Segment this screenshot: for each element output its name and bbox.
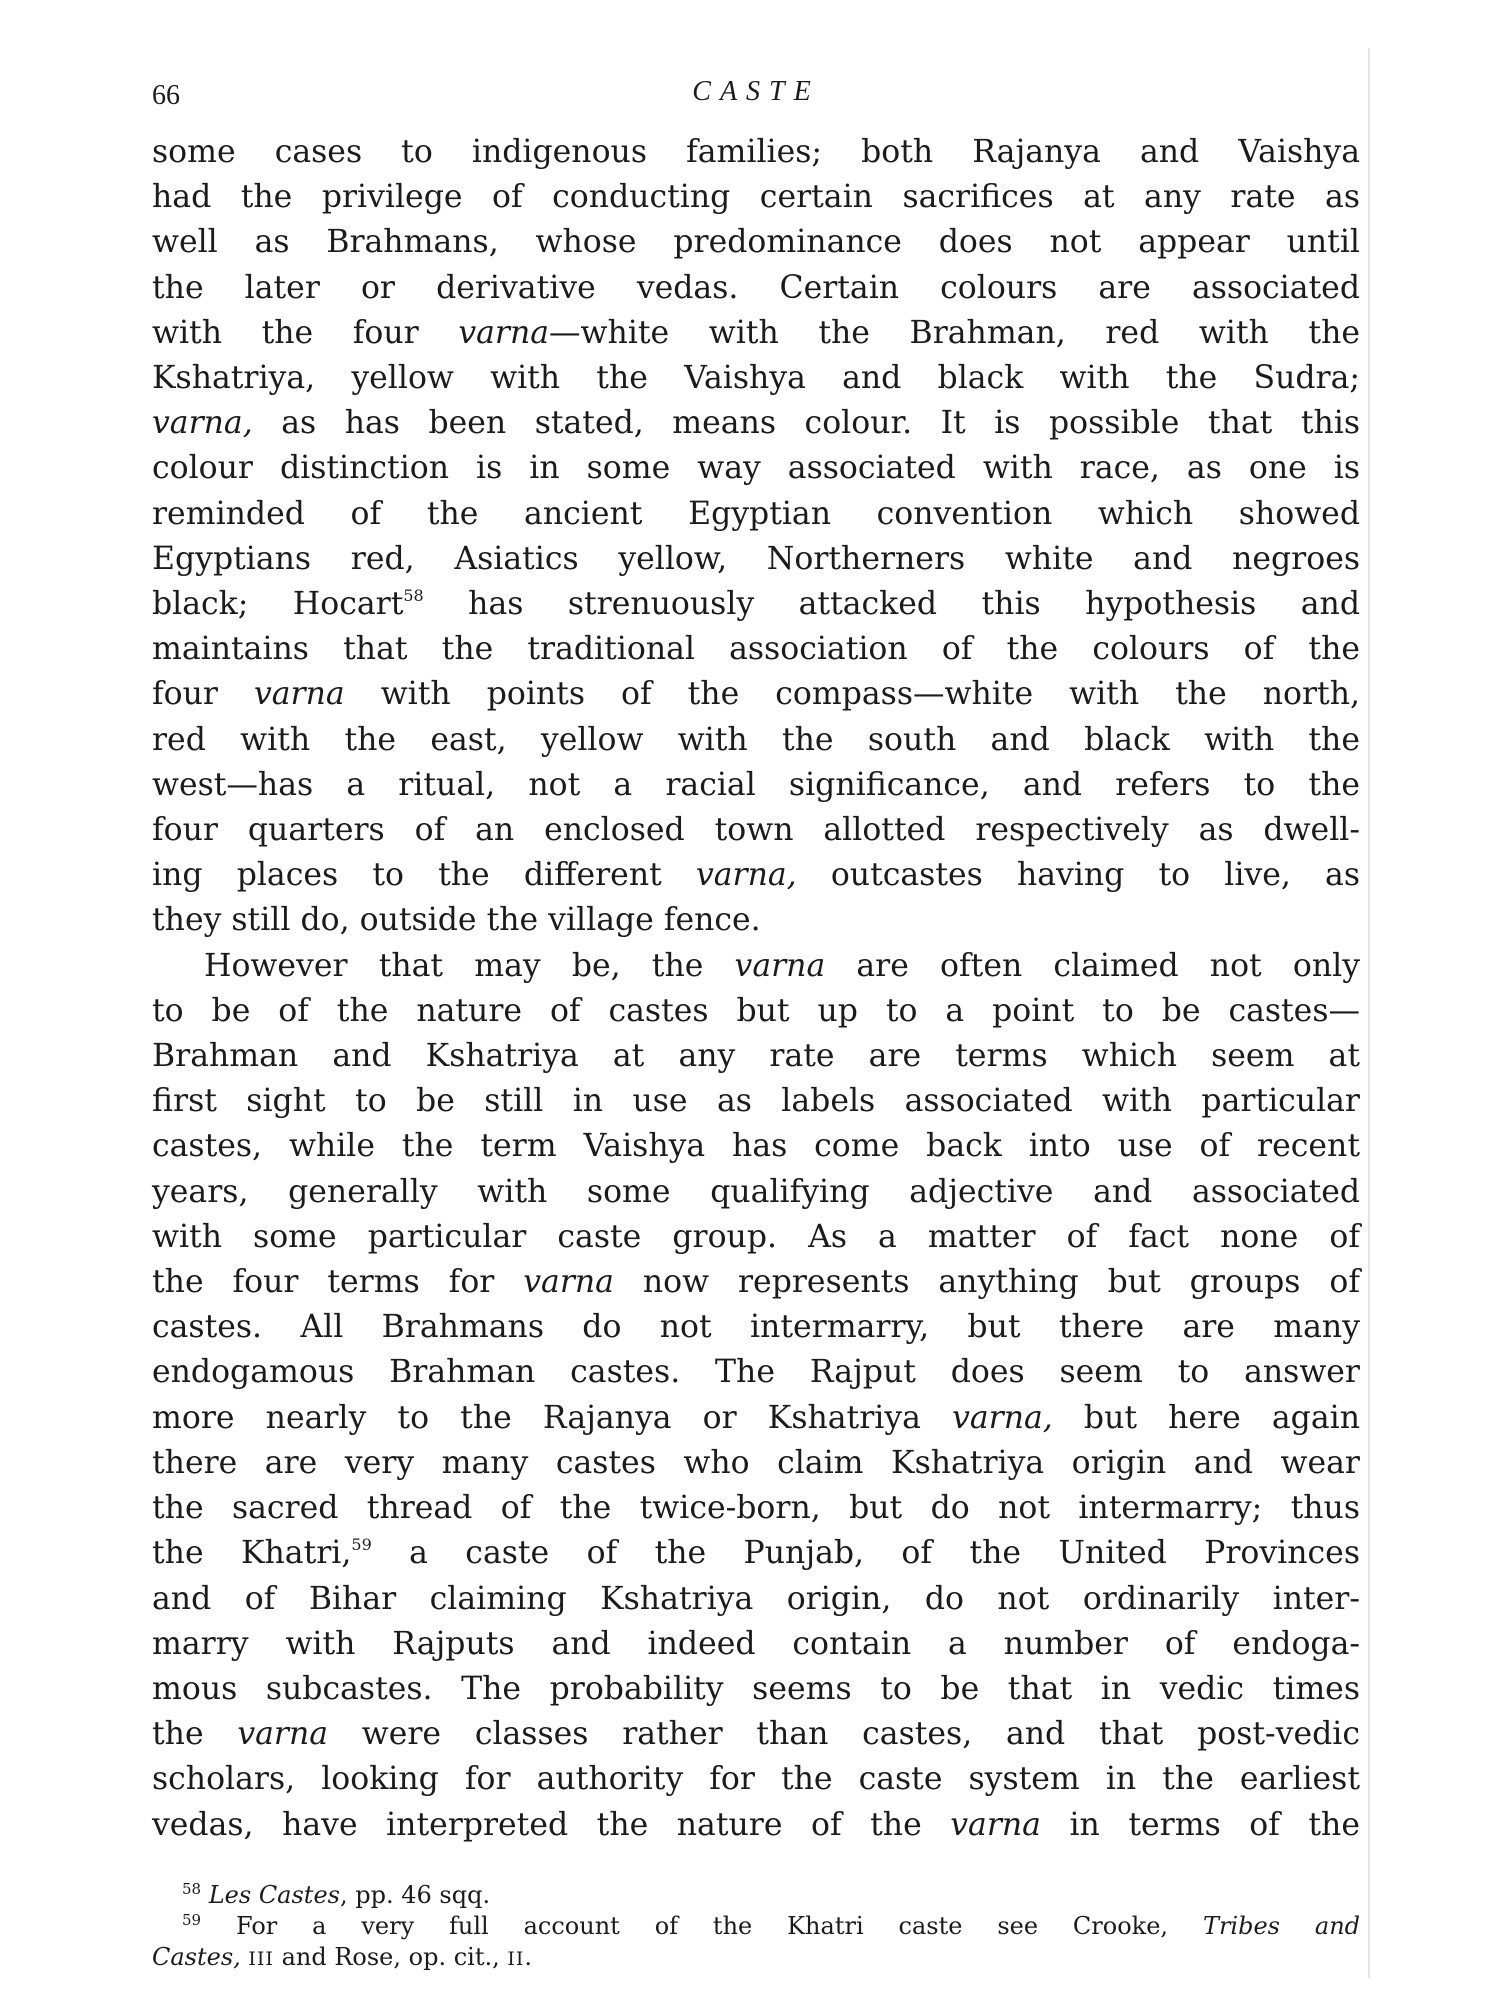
italic-term: varna, (952, 1399, 1053, 1436)
footnote-58 (152, 1880, 1360, 1911)
text-line: some cases to indigenous families; both Rajanya and Vaishya (152, 134, 1360, 170)
text-run: four (152, 676, 254, 713)
italic-term: varna (237, 1716, 329, 1753)
text-line (152, 1396, 1360, 1441)
text-run: black; Hocart (152, 586, 404, 623)
text-line (152, 1803, 1360, 1848)
italic-term: varna (253, 676, 345, 713)
text-line: Kshatriya, yellow with the Vaishya and black with the Sudra; (152, 360, 1360, 397)
text-line (152, 311, 1360, 356)
text-line: four quarters of an enclosed town allotted respectively as dwell- (152, 812, 1360, 849)
text-line: well as Brahmans, whose predominance does not appear until (152, 224, 1360, 261)
footnote-text: and Rose, op. cit., (273, 1943, 508, 1971)
text-run: the Khatri, (152, 1535, 352, 1572)
text-run: in terms of the (1040, 1806, 1360, 1843)
footnote-59 (152, 1911, 1360, 1942)
text-run: —white with the Brahman, red with the (549, 314, 1360, 351)
italic-term: varna (950, 1806, 1041, 1843)
footnote-text: For a very full account of the Khatri caste see Crooke, (201, 1912, 1203, 1940)
text-line (152, 944, 1360, 989)
text-line (152, 1712, 1360, 1757)
text-line (152, 1260, 1360, 1305)
text-line: scholars, looking for authority for the caste system in the earliest (152, 1761, 1360, 1798)
text-run: with points of the compass—white with the north, (344, 676, 1360, 713)
footnote-text: , pp. 46 sqq. (339, 1881, 491, 1909)
text-line: castes, while the term Vaishya has come back into use of recent (152, 1128, 1360, 1165)
text-run: but here again (1052, 1399, 1360, 1436)
text-line: endogamous Brahman castes. The Rajput does seem to answer (152, 1354, 1360, 1391)
text-line: had the privilege of conducting certain sacrifices at any rate as (152, 179, 1360, 216)
footnote-marker: 59 (182, 1911, 202, 1929)
text-line: they still do, outside the village fence. (152, 902, 761, 939)
text-line: west—has a ritual, not a racial significance, and refers to the (152, 766, 1360, 803)
text-run: were classes rather than castes, and that post-vedic (328, 1716, 1360, 1753)
text-line (152, 582, 1360, 627)
text-line: and of Bihar claiming Kshatriya origin, do not ordinarily inter- (152, 1580, 1360, 1617)
text-run: has strenuously attacked this hypothesis and (423, 586, 1360, 623)
text-run: now represents anything but groups of (613, 1264, 1360, 1301)
volume-numeral: III (248, 1948, 274, 1970)
text-run: as has been stated, means colour. It is possible that this (252, 405, 1360, 442)
italic-term: varna, (695, 857, 797, 894)
text-line: reminded of the ancient Egyptian convention which showed (152, 495, 1360, 532)
text-line: first sight to be still in use as labels associated with particular (152, 1083, 1360, 1120)
text-run: However that may be, the (204, 947, 735, 984)
page-number: 66 (152, 80, 180, 111)
page-edge-shadow (1368, 48, 1370, 1978)
italic-term: varna, (152, 405, 253, 442)
text-line: the sacred thread of the twice-born, but do not intermarry; thus (152, 1490, 1360, 1527)
italic-term: varna (458, 314, 550, 351)
footnote-title: Castes, (152, 1943, 241, 1971)
footnote-reference: 59 (351, 1535, 372, 1555)
text-run: are often claimed not only (825, 947, 1360, 984)
text-line: castes. All Brahmans do not intermarry, but there are many (152, 1309, 1360, 1346)
footnote-text: . (524, 1943, 533, 1971)
footnote-title: Les Castes (208, 1881, 340, 1909)
footnote-reference: 58 (403, 586, 424, 606)
page-header (152, 76, 1360, 116)
text-run: outcastes having to live, as (796, 857, 1360, 894)
running-title: CASTE (692, 76, 820, 107)
footnotes (152, 1880, 1360, 1975)
text-run: more nearly to the Rajanya or Kshatriya (152, 1399, 953, 1436)
italic-term: varna (734, 947, 826, 984)
italic-term: varna (523, 1264, 614, 1301)
text-run: a caste of the Punjab, of the United Provinces (371, 1535, 1360, 1572)
volume-numeral: II (507, 1948, 525, 1970)
text-run: vedas, have interpreted the nature of the (152, 1806, 951, 1843)
text-line: red with the east, yellow with the south and black with the (152, 721, 1360, 758)
body-text (152, 130, 1360, 1848)
footnote-title: Tribes and (1202, 1912, 1361, 1940)
text-run: with the four (152, 314, 459, 351)
text-run: ing places to the different (152, 857, 696, 894)
text-line: the later or derivative vedas. Certain colours are associated (152, 269, 1360, 306)
text-line: maintains that the traditional association of the colours of the (152, 631, 1360, 668)
text-line (152, 672, 1360, 717)
text-line: mous subcastes. The probability seems to be that in vedic times (152, 1670, 1360, 1707)
text-line (152, 401, 1360, 446)
text-run: the four terms for (152, 1264, 524, 1301)
text-line: to be of the nature of castes but up to a point to be castes— (152, 992, 1360, 1029)
text-line: marry with Rajputs and indeed contain a number of endoga- (152, 1625, 1360, 1662)
text-line (152, 853, 1360, 898)
text-line: colour distinction is in some way associated with race, as one is (152, 450, 1360, 487)
text-line (152, 1531, 1360, 1576)
text-line: there are very many castes who claim Kshatriya origin and wear (152, 1444, 1360, 1481)
text-line: Egyptians red, Asiatics yellow, Northerners white and negroes (152, 540, 1360, 577)
text-line: Brahman and Kshatriya at any rate are terms which seem at (152, 1038, 1360, 1075)
footnote-marker: 58 (182, 1880, 202, 1898)
footnote-59-continued (152, 1942, 1360, 1975)
text-line: with some particular caste group. As a matter of fact none of (152, 1218, 1360, 1255)
text-run: the (152, 1716, 238, 1753)
text-line: years, generally with some qualifying adjective and associated (152, 1173, 1360, 1210)
